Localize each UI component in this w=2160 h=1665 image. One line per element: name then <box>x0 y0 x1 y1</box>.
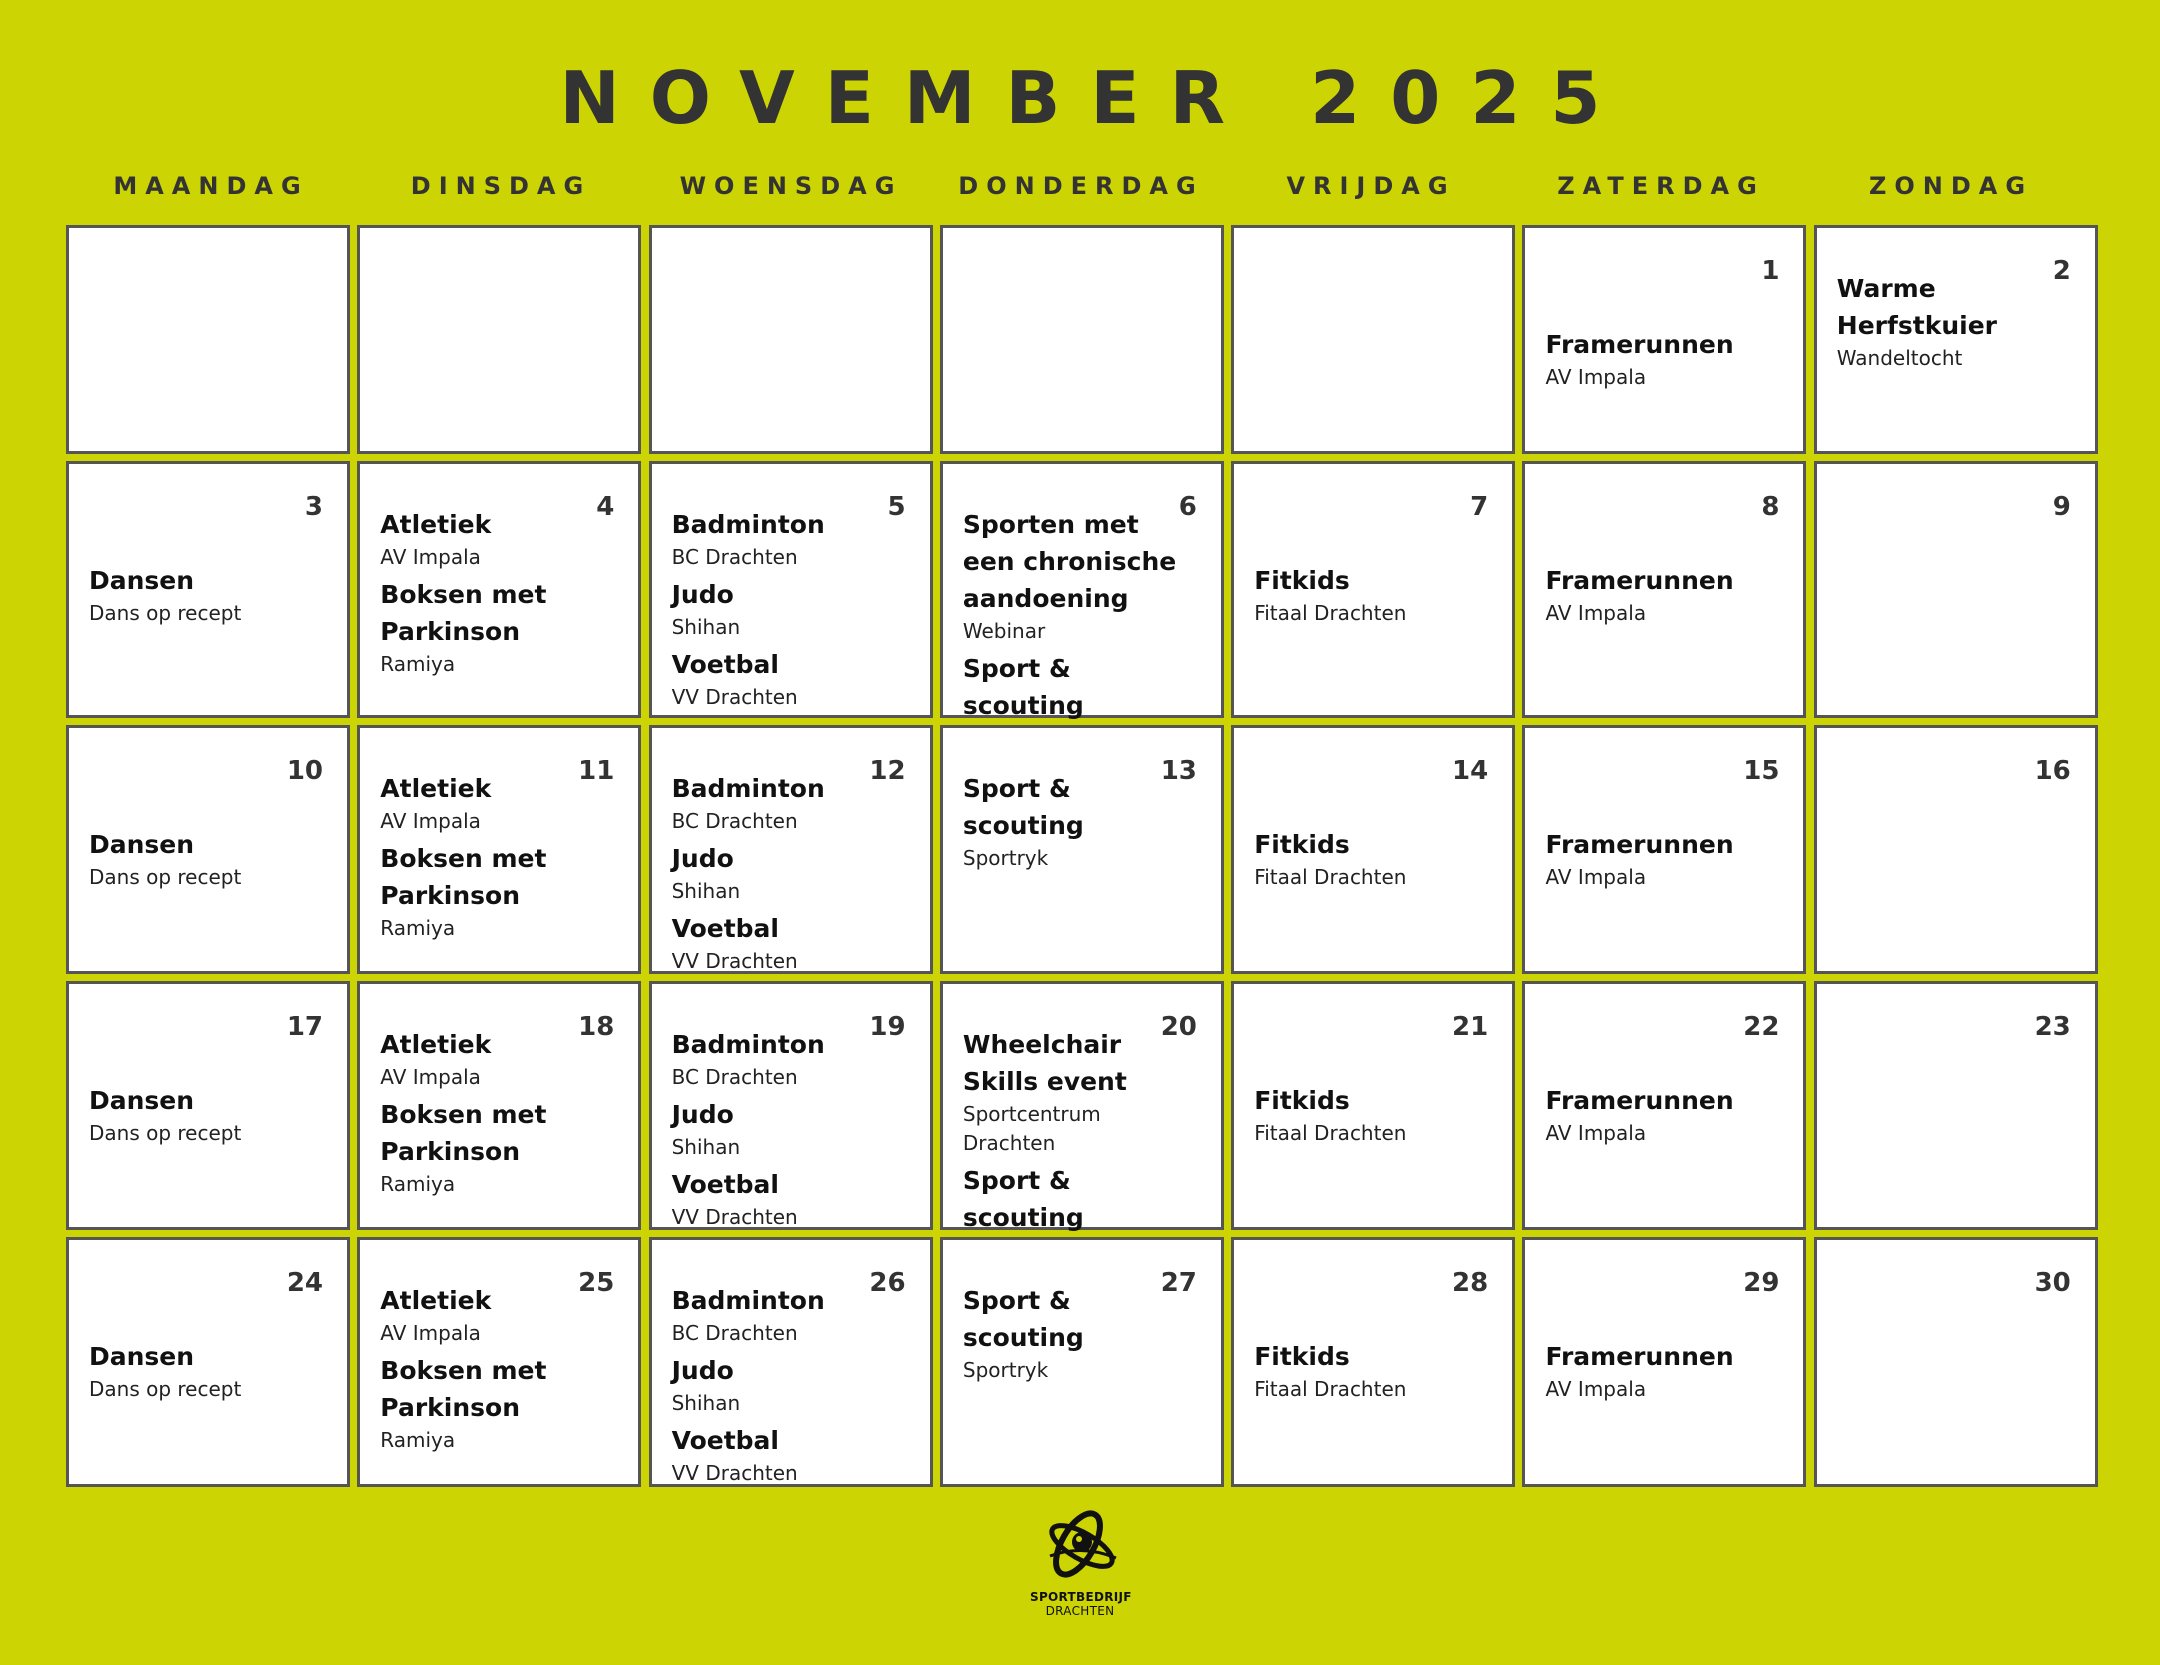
day-cell <box>1814 225 2098 454</box>
sportbedrijf-logo <box>1030 1500 1130 1640</box>
event-title: Dansen <box>89 1342 195 1371</box>
weekday-sunday: ZONDAG <box>1868 172 2034 200</box>
sportbedrijf-logo-icon <box>1038 1500 1122 1586</box>
day-number: 13 <box>1160 756 1197 786</box>
day-cell <box>1814 981 2098 1230</box>
event-organizer: Ramiya <box>380 1428 456 1452</box>
event-organizer: AV Impala <box>380 545 481 569</box>
empty-day-cell <box>940 225 1224 454</box>
day-cell <box>1231 981 1515 1230</box>
day-cell <box>940 1237 1224 1487</box>
event-list <box>89 1082 321 1148</box>
day-number: 18 <box>578 1012 615 1042</box>
day-cell <box>1522 461 1806 718</box>
event-organizer: AV Impala <box>1545 365 1647 389</box>
day-number: 30 <box>2034 1268 2071 1298</box>
weekday-friday: VRIJDAG <box>1286 172 1456 200</box>
event-title: Atletiek <box>380 774 492 803</box>
event-title: Boksen met Parkinson <box>380 580 547 646</box>
day-cell <box>1522 1237 1806 1487</box>
event-title: Fitkids <box>1254 566 1350 595</box>
weekday-header <box>66 166 2096 206</box>
calendar-title: NOVEMBER 2025 <box>559 56 1631 140</box>
day-number: 15 <box>1743 756 1780 786</box>
day-cell <box>649 1237 933 1487</box>
day-number: 17 <box>286 1012 323 1042</box>
empty-day-cell <box>1231 225 1515 454</box>
event-title: Boksen met Parkinson <box>380 1100 547 1166</box>
event-list <box>963 506 1195 753</box>
event-organizer: Wandeltocht <box>1836 346 1963 370</box>
event-title: Atletiek <box>380 510 492 539</box>
event-organizer: BC Drachten <box>671 545 798 569</box>
event-title: Judo <box>671 580 734 609</box>
logo-text-drachten: DRACHTEN <box>1045 1604 1115 1618</box>
event-title: Badminton <box>671 510 825 539</box>
event-organizer: Shihan <box>671 615 741 639</box>
day-number: 8 <box>1761 492 1780 522</box>
event-list <box>89 562 321 628</box>
event-organizer: VV Drachten <box>671 949 798 973</box>
event-list <box>1837 270 2069 373</box>
event-title: Sport & scouting <box>962 774 1084 840</box>
day-cell <box>66 1237 350 1487</box>
day-cell <box>1814 461 2098 718</box>
event-title: Voetbal <box>671 1426 779 1455</box>
day-cell <box>357 1237 641 1487</box>
event-organizer: Fitaal Drachten <box>1254 1121 1407 1145</box>
day-number: 10 <box>286 756 323 786</box>
weekday-tuesday: DINSDAG <box>410 172 592 200</box>
logo-text-sportbedrijf: SPORTBEDRIJF <box>1030 1590 1132 1604</box>
day-number: 26 <box>869 1268 906 1298</box>
event-list <box>380 1026 612 1199</box>
event-list <box>1545 326 1777 392</box>
event-organizer: Shihan <box>671 1391 741 1415</box>
event-title: Framerunnen <box>1545 830 1734 859</box>
event-list <box>1254 1338 1486 1404</box>
day-cell <box>66 461 350 718</box>
event-organizer: Sportcentrum Drachten <box>962 1102 1101 1155</box>
event-organizer: Fitaal Drachten <box>1254 601 1407 625</box>
event-title: Dansen <box>89 830 195 859</box>
event-title: Dansen <box>89 566 195 595</box>
day-cell <box>940 981 1224 1230</box>
event-organizer: VV Drachten <box>671 685 798 709</box>
event-list <box>380 1282 612 1455</box>
day-cell <box>1522 225 1806 454</box>
event-list <box>380 506 612 679</box>
event-organizer: VV Drachten <box>671 1461 798 1485</box>
event-title: Framerunnen <box>1545 566 1734 595</box>
event-organizer: Dans op recept <box>89 1121 242 1145</box>
event-organizer: AV Impala <box>380 1065 481 1089</box>
event-title: Boksen met Parkinson <box>380 844 547 910</box>
event-list <box>1254 1082 1486 1148</box>
calendar-grid <box>66 225 2096 1485</box>
event-title: Judo <box>671 1356 734 1385</box>
day-number: 1 <box>1761 256 1780 286</box>
event-title: Fitkids <box>1254 830 1350 859</box>
event-organizer: Ramiya <box>380 1172 456 1196</box>
event-organizer: Fitaal Drachten <box>1254 1377 1407 1401</box>
weekday-monday: MAANDAG <box>113 172 309 200</box>
event-title: Voetbal <box>671 650 779 679</box>
weekday-wednesday: WOENSDAG <box>679 172 903 200</box>
event-list <box>1254 826 1486 892</box>
event-organizer: Dans op recept <box>89 865 242 889</box>
event-title: Sport & scouting <box>962 1286 1084 1352</box>
day-number: 2 <box>2052 256 2071 286</box>
event-organizer: Sportryk <box>962 846 1049 870</box>
day-number: 3 <box>304 492 323 522</box>
day-number: 16 <box>2034 756 2071 786</box>
day-cell <box>1231 461 1515 718</box>
event-organizer: BC Drachten <box>671 809 798 833</box>
event-title: Judo <box>671 844 734 873</box>
day-number: 12 <box>869 756 906 786</box>
event-list <box>1545 1082 1777 1148</box>
event-title: Sport & scouting <box>962 1166 1084 1232</box>
day-number: 21 <box>1452 1012 1489 1042</box>
day-cell <box>66 981 350 1230</box>
event-title: Sport & scouting <box>962 654 1084 720</box>
event-title: Fitkids <box>1254 1086 1350 1115</box>
day-cell <box>1231 725 1515 974</box>
day-cell <box>357 981 641 1230</box>
event-organizer: AV Impala <box>1545 601 1647 625</box>
event-title: Wheelchair Skills event <box>962 1030 1127 1096</box>
day-number: 25 <box>578 1268 615 1298</box>
day-number: 19 <box>869 1012 906 1042</box>
event-organizer: AV Impala <box>1545 1377 1647 1401</box>
day-cell <box>357 725 641 974</box>
event-title: Boksen met Parkinson <box>380 1356 547 1422</box>
day-number: 23 <box>2034 1012 2071 1042</box>
day-cell <box>649 981 933 1230</box>
day-number: 14 <box>1452 756 1489 786</box>
event-title: Dansen <box>89 1086 195 1115</box>
event-list <box>1545 826 1777 892</box>
day-number: 24 <box>286 1268 323 1298</box>
day-cell <box>1522 725 1806 974</box>
event-organizer: AV Impala <box>380 1321 481 1345</box>
event-organizer: Shihan <box>671 1135 741 1159</box>
day-cell <box>1522 981 1806 1230</box>
event-title: Framerunnen <box>1545 1342 1734 1371</box>
event-list <box>1545 1338 1777 1404</box>
day-cell <box>1814 725 2098 974</box>
day-number: 27 <box>1160 1268 1197 1298</box>
event-title: Atletiek <box>380 1286 492 1315</box>
day-cell <box>357 461 641 718</box>
event-organizer: Fitaal Drachten <box>1254 865 1407 889</box>
event-organizer: Ramiya <box>380 652 456 676</box>
event-organizer: Webinar <box>962 619 1046 643</box>
event-organizer: BC Drachten <box>671 1065 798 1089</box>
empty-day-cell <box>357 225 641 454</box>
event-organizer: BC Drachten <box>671 1321 798 1345</box>
event-title: Warme Herfstkuier <box>1836 274 1997 340</box>
event-organizer: Shihan <box>671 879 741 903</box>
event-title: Badminton <box>671 1286 825 1315</box>
event-title: Voetbal <box>671 914 779 943</box>
day-number: 22 <box>1743 1012 1780 1042</box>
event-title: Framerunnen <box>1545 330 1734 359</box>
event-list <box>380 770 612 943</box>
event-organizer: Dans op recept <box>89 1377 242 1401</box>
day-cell <box>1231 1237 1515 1487</box>
event-organizer: Ramiya <box>380 916 456 940</box>
event-list <box>1254 562 1486 628</box>
event-title: Badminton <box>671 774 825 803</box>
event-title: Voetbal <box>671 1170 779 1199</box>
event-title: Badminton <box>671 1030 825 1059</box>
day-cell <box>649 461 933 718</box>
event-organizer: AV Impala <box>380 809 481 833</box>
event-title: Framerunnen <box>1545 1086 1734 1115</box>
day-number: 9 <box>2052 492 2071 522</box>
event-title: Judo <box>671 1100 734 1129</box>
day-number: 28 <box>1452 1268 1489 1298</box>
day-number: 7 <box>1470 492 1489 522</box>
event-list <box>963 1026 1195 1265</box>
event-title: Atletiek <box>380 1030 492 1059</box>
weekday-saturday: ZATERDAG <box>1557 172 1765 200</box>
weekday-thursday: DONDERDAG <box>958 172 1204 200</box>
empty-day-cell <box>649 225 933 454</box>
day-cell <box>1814 1237 2098 1487</box>
event-list <box>89 826 321 892</box>
event-organizer: Sportryk <box>962 1358 1049 1382</box>
day-number: 11 <box>578 756 615 786</box>
event-title: Sporten met een chronische aandoening <box>962 510 1177 613</box>
event-list <box>672 506 904 712</box>
event-list <box>672 1026 904 1232</box>
event-title: Fitkids <box>1254 1342 1350 1371</box>
day-number: 6 <box>1178 492 1197 522</box>
event-organizer: VV Drachten <box>671 1205 798 1229</box>
empty-day-cell <box>66 225 350 454</box>
day-cell <box>940 461 1224 718</box>
event-list <box>89 1338 321 1404</box>
day-cell <box>940 725 1224 974</box>
day-number: 20 <box>1160 1012 1197 1042</box>
day-number: 29 <box>1743 1268 1780 1298</box>
event-list <box>1545 562 1777 628</box>
day-number: 4 <box>596 492 615 522</box>
event-list <box>672 770 904 976</box>
event-list <box>672 1282 904 1488</box>
day-number: 5 <box>887 492 906 522</box>
event-organizer: AV Impala <box>1545 1121 1647 1145</box>
day-cell <box>649 725 933 974</box>
event-organizer: Dans op recept <box>89 601 242 625</box>
day-cell <box>66 725 350 974</box>
event-organizer: AV Impala <box>1545 865 1647 889</box>
